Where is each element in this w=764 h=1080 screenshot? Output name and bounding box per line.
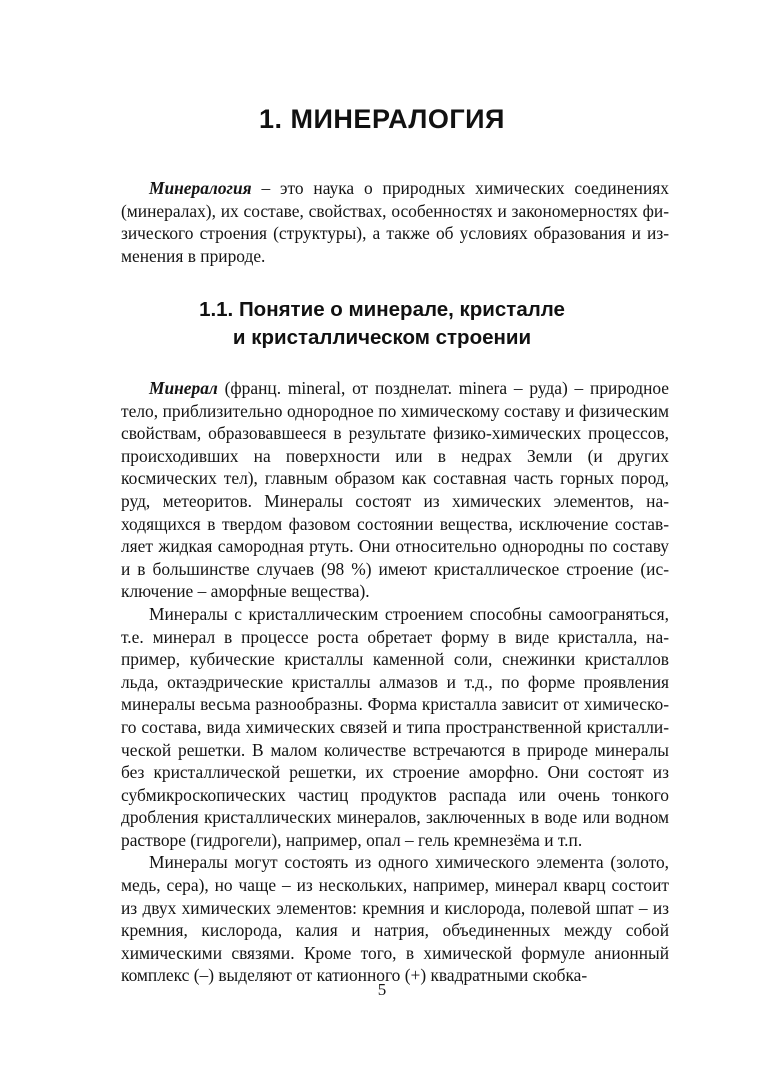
page-number: 5 [377,980,387,999]
section-title-line-1: 1.1. Понятие о минерале, кристалле [199,298,565,321]
paragraph-1-term: Минерал [149,378,218,398]
intro-text: – это наука о природных химических соединениях (минералах), их составе, свойствах, особенностях и закономерностях физического строения (структуры), а также об условиях образования и изменения в природе. [121,178,669,266]
section-title-line-2: и кристаллическом строении [232,326,532,349]
paragraph-3: Минералы могут состоять из одного химического элемента (золото, медь, сера), но чаще – из нескольких, например, минерал кварц состоит из двух химических элементов: кремния и кислорода, полевой шпат – из кремния, кислорода, калия и натрия, объединенных между собой химическими связями. Кроме того, в химической формуле анионный комплекс (–) выделяют от катионного (+) квадратными скобка- [121,852,669,986]
paragraph-1 [121,377,669,603]
paragraph-1-text: (франц. mineral, от позднелат. minera – руда) – природное тело, приблизительно однородное по химическому составу и физическим свойствам, образовавшееся в результате физико-химических процессов, происходивших на поверхности или в недрах Земли (и других космических тел), главным образом как составная часть горных пород, руд, метеоритов. Минералы состоят из химических элементов, находящихся в твердом фазовом состоянии вещества, исключение составляет жидкая самородная ртуть. Они относительно однородны по составу и в большинстве случаев (98 %) имеют кристаллическое строение (исключение – аморфные вещества). [121,378,669,602]
chapter-title: 1. МИНЕРАЛОГИЯ [259,104,505,134]
intro-block [121,177,669,267]
intro-paragraph [121,177,669,267]
main-text [121,377,669,987]
paragraph-2: Минералы с кристаллическим строением способны самоограняться, т.е. минерал в процессе роста обретает форму в виде кристалла, например, кубические кристаллы каменной соли, снежинки кристаллов льда, октаэдрические кристаллы алмазов и т.д., по форме проявления минералы весьма разнообразны. Форма кристалла зависит от химического состава, вида химических связей и типа пространственной кристаллической решетки. В малом количестве встречаются в природе минералы без кристаллической решетки, их строение аморфно. Они состоят из субмикроскопических частиц продуктов распада или очень тонкого дробления кристаллических минералов, заключенных в воде или водном растворе (гидрогели), например, опал – гель кремнезёма и т.п. [121,603,669,850]
intro-term: Минералогия [149,178,252,198]
section-title [0,296,764,352]
